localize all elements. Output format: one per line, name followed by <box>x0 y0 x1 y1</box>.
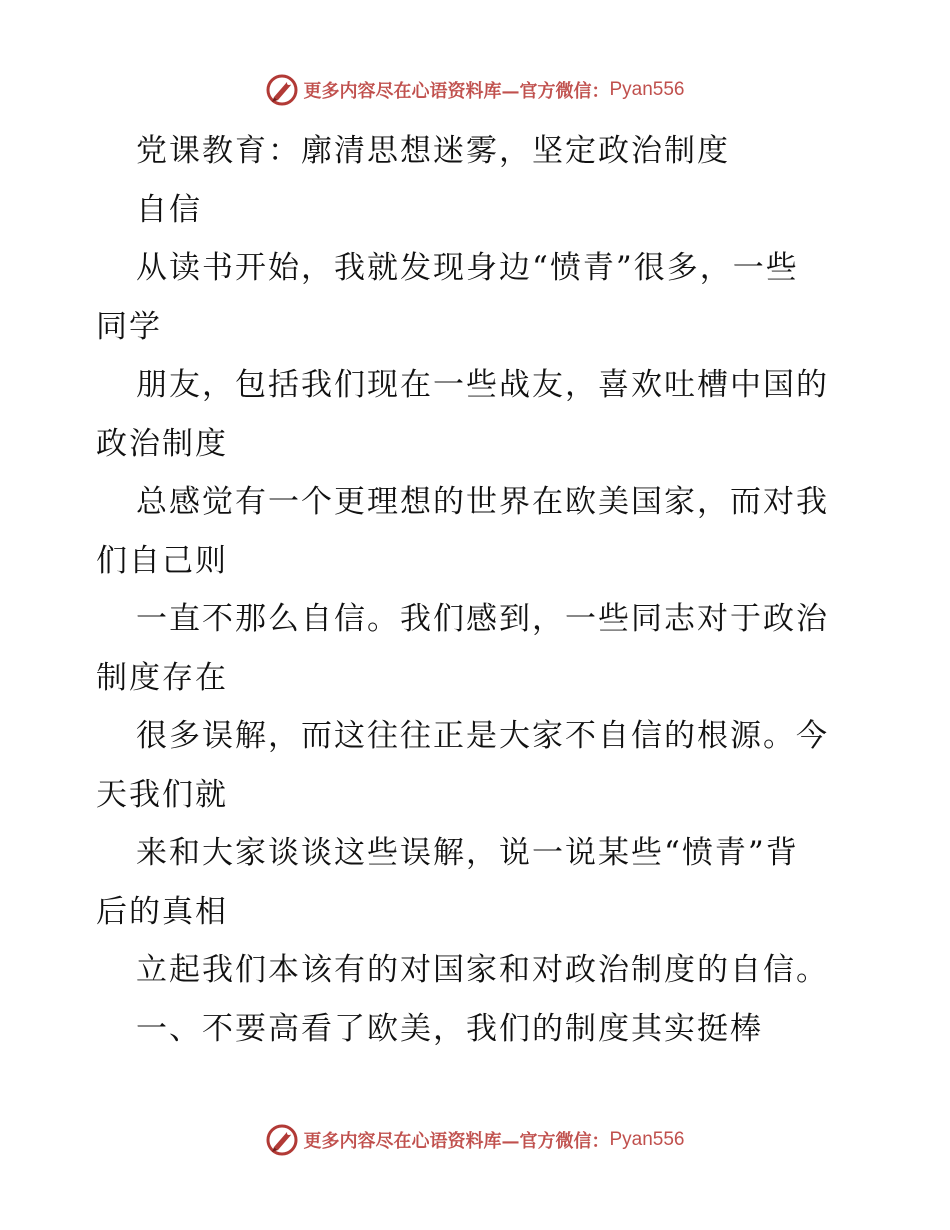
footer-watermark <box>0 1120 950 1160</box>
doc-line: 政治制度 <box>96 425 228 462</box>
doc-line: 总感觉有一个更理想的世界在欧美国家，而对我 <box>136 484 829 520</box>
doc-line: 很多误解，而这往往正是大家不自信的根源。今 <box>136 718 829 754</box>
watermark-text: 更多内容尽在心语资料库—官方微信： <box>303 1131 610 1152</box>
watermark-text: 更多内容尽在心语资料库—官方微信： <box>303 81 610 102</box>
doc-line: 来和大家谈谈这些误解，说一说某些“愤青”背 <box>136 835 799 871</box>
doc-line: 从读书开始，我就发现身边“愤青”很多，一些 <box>136 250 799 286</box>
doc-line: 一、不要高看了欧美，我们的制度其实挺棒 <box>136 1010 763 1047</box>
doc-line: 制度存在 <box>96 659 228 696</box>
pen-logo-icon <box>265 73 299 107</box>
watermark-handle: Pyan556 <box>609 1129 685 1150</box>
doc-line: 自信 <box>136 191 202 228</box>
doc-line: 一直不那么自信。我们感到，一些同志对于政治 <box>136 601 829 637</box>
doc-line: 朋友，包括我们现在一些战友，喜欢吐槽中国的 <box>136 367 829 403</box>
pen-logo-icon <box>265 1123 299 1157</box>
doc-line: 们自己则 <box>96 542 228 579</box>
doc-line: 后的真相 <box>96 893 228 930</box>
document-body <box>96 122 856 1058</box>
header-watermark <box>0 70 950 110</box>
doc-line: 党课教育：廓清思想迷雾，坚定政治制度 <box>136 133 730 169</box>
watermark-handle: Pyan556 <box>609 79 685 100</box>
doc-line: 立起我们本该有的对国家和对政治制度的自信。 <box>136 952 829 988</box>
doc-line: 同学 <box>96 308 162 345</box>
doc-line: 天我们就 <box>96 776 228 813</box>
